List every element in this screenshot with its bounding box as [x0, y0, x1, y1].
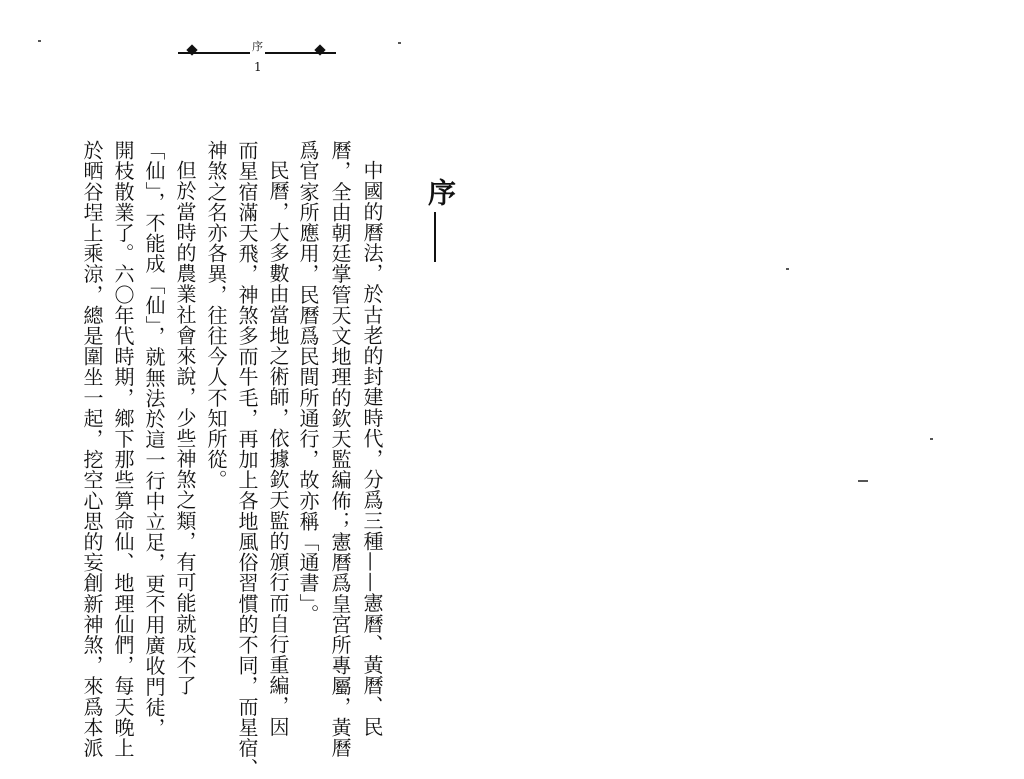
- page-number: 1: [254, 60, 262, 74]
- text-column-1: 中國的曆法，於古老的封建時代，分爲三種——憲曆、黃曆、民: [360, 160, 384, 737]
- text-column-9: 開枝散業了。六〇年代時期，鄉下那些算命仙、地理仙們，每天晚上: [111, 140, 135, 758]
- scan-speck: [38, 40, 41, 42]
- text-column-3: 爲官家所應用，民曆爲民間所通行，故亦稱「通書」。: [296, 140, 320, 625]
- text-column-6: 神煞之名亦各異，往往今人不知所從。: [204, 140, 228, 491]
- text-column-7: 但於當時的農業社會來說，少些神煞之類，有可能就成不了: [173, 160, 197, 696]
- diamond-ornament-icon: [186, 44, 197, 55]
- scan-speck: [786, 268, 789, 270]
- diamond-ornament-icon: [314, 44, 325, 55]
- text-column-5: 而星宿滿天飛，神煞多而牛毛，再加上各地風俗習慣的不同，而星宿、: [235, 140, 259, 779]
- running-header-title: 序: [252, 40, 263, 53]
- scan-speck: [930, 438, 933, 440]
- title-rule: [434, 212, 436, 262]
- text-column-4: 民曆，大多數由當地之術師，依據欽天監的頒行而自行重編，因: [266, 160, 290, 737]
- scan-speck: [858, 480, 868, 482]
- text-column-8: 「仙」，不能成「仙」，就無法於這一行中立足，更不用廣收門徒，: [142, 140, 166, 738]
- section-title: 序: [424, 178, 457, 206]
- text-column-10: 於晒谷埕上乘涼，總是圍坐一起，挖空心思的妄創新神煞，來爲本派: [80, 140, 104, 758]
- scan-speck: [398, 42, 401, 44]
- text-column-2: 曆，全由朝廷掌管天文地理的欽天監編佈；憲曆爲皇宮所專屬，黃曆: [328, 140, 352, 758]
- running-header: [178, 36, 338, 76]
